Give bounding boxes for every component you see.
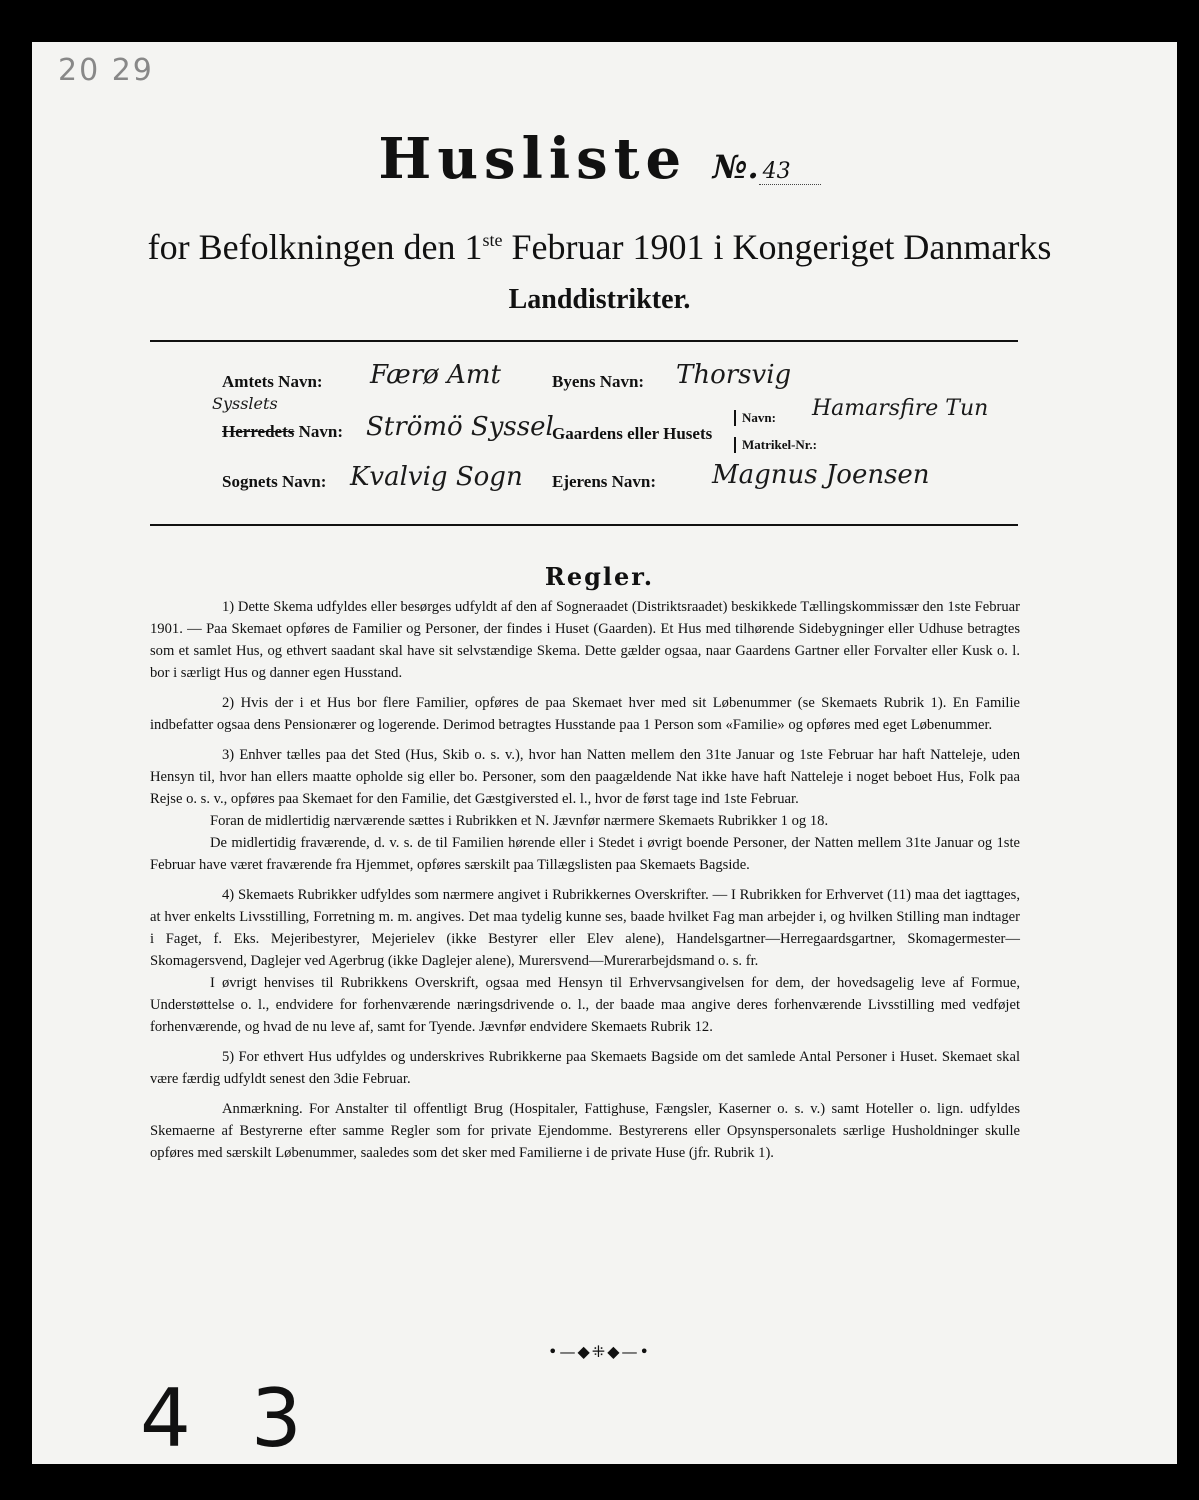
gaard-matrikel-label: Matrikel-Nr.: — [734, 437, 817, 453]
subtitle — [0, 226, 1199, 268]
byens-value: Thorsvig — [676, 360, 792, 390]
top-rule — [150, 340, 1018, 342]
ornament-divider: •—◆⁜◆—• — [548, 1342, 651, 1361]
gaard-navn-label: Navn: — [734, 410, 776, 426]
amt-value: Færø Amt — [370, 360, 501, 390]
rule-2: 2) Hvis der i et Hus bor flere Familier, opføres de paa Skemaet hver med sit Løbenummer (se Skemaets Rubrik 1). En Familie indbefatter ogsaa dens Pensionærer og logerende. Derimod betragtes Husstande paa 1 Person som «Familie» og opføres med eget Løbenummer. — [150, 695, 1020, 733]
rule-3-note-a: Foran de midlertidig nærværende sættes i Rubrikken et N. Jævnfør nærmere Skemaets Rubrikker 1 og 18. — [210, 813, 829, 829]
herred-navn: Navn: — [298, 422, 344, 441]
rule-4: 4) Skemaets Rubrikker udfyldes som nærmere angivet i Rubrikkernes Overskrifter. — I Rubrikken for Erhvervet (11) maa det iagttages, at hver enkelts Livsstilling, Forretning m. m. angives. Det maa tydelig kunne ses, baade hvilket Fag man arbejder i, og hvilken Stilling man indtager i Faget, f. Eks. Mejeribestyrer, Mejerielev (ikke Bestyrer eller Elev alene), Handelsgartner—Herregaardsgartner, Skomagermester—Skomagersvend, Daglejer ved Agerbrug (ikke Daglejer alene), Murersvend—Murerarbejdsmand o. s. fr. — [150, 887, 1020, 969]
herred-struck: Herredets — [222, 422, 295, 441]
rule-3: 3) Enhver tælles paa det Sted (Hus, Skib o. s. v.), hvor han Natten mellem den 31te Januar og 1ste Februar har haft Natteleje, uden Hensyn til, hvor han ellers maatte opholde sig eller bo. Personer, som den paagældende Nat ikke have haft Natteleje i noget beboet Hus, Folk paa Rejse o. s. v., opføres paa Skemaet for den Familie, det Gæstgiversted el. l., hvor de først tage ind 1ste Februar. — [150, 747, 1020, 807]
ejer-label: Ejerens Navn: — [552, 472, 657, 491]
rules-heading: Regler. — [544, 562, 655, 591]
gaard-navn-value: Hamarsfire Tun — [812, 396, 989, 421]
rules-body — [150, 596, 1020, 1172]
title-text: Husliste — [378, 126, 688, 192]
subtitle-pre: for Befolkningen den 1 — [147, 227, 483, 267]
rule-4-note: I øvrigt henvises til Rubrikkens Overskrift, ogsaa med Hensyn til Erhvervsangivelsen for dem, der hovedsagelig leve af Formue, Understøttelse o. l., endvidere for forhenværende næringsdrivende o. l., der baade maa angive deres forhenværende Livsstilling med vedføjet forhenværende, og hvad de nu leve af, samt for Tyende. Jævnfør endvidere Skemaets Rubrik 12. — [150, 975, 1020, 1035]
page-title — [0, 126, 1199, 192]
byens-label: Byens Navn: — [552, 372, 645, 391]
district-heading: Landdistrikter. — [508, 284, 691, 315]
herred-value: Strömö Syssel — [366, 412, 554, 442]
rule-5: 5) For ethvert Hus udfyldes og underskrives Rubrikkerne paa Skemaets Bagside om det samlede Antal Personer i Huset. Skemaet skal være færdig udfyldt senest den 3die Februar. — [150, 1049, 1020, 1087]
handwritten-page-number: 43 — [140, 1372, 362, 1465]
list-number-handwritten: 43 — [759, 159, 821, 185]
subtitle-sup: ste — [482, 230, 503, 250]
archive-stamp-number: 20 29 — [58, 53, 154, 88]
subtitle-post: Februar 1901 i Kongeriget Danmarks — [502, 227, 1052, 267]
sogn-value: Kvalvig Sogn — [350, 462, 523, 492]
annotation: Anmærkning. For Anstalter til offentligt Brug (Hospitaler, Fattighuse, Fængsler, Kaserner o. s. v.) samt Hoteller o. lign. udfyldes Skemaerne af Bestyrerne efter samme Regler som for private Ejendomme. Bestyrerens eller Opsynspersonalets særlige Husholdninger skulle opføres med særskilt Løbenummer, saaledes som det sker med Familierne i de private Huse (jfr. Rubrik 1). — [150, 1101, 1020, 1161]
herred-label — [222, 422, 343, 442]
bottom-rule — [150, 524, 1018, 526]
ejer-value: Magnus Joensen — [712, 460, 930, 490]
rule-3-note-b: De midlertidig fraværende, d. v. s. de til Familien hørende eller i Stedet i øvrigt boende Personer, der Natten mellem 31te Januar og 1ste Februar have været fraværende fra Hjemmet, opføres særskilt paa Tillægslisten paa Skemaets Bagside. — [150, 835, 1020, 873]
sogn-label: Sognets Navn: — [222, 472, 327, 491]
rule-1: 1) Dette Skema udfyldes eller besørges udfyldt af den af Sogneraadet (Distriktsraadet) beskikkede Tællingskommissær den 1ste Februar 1901. — Paa Skemaet opføres de Familier og Personer, der findes i Huset (Gaarden). Et Hus med tilhørende Sidebygninger eller Udhuse betragtes som et samlet Hus, og ethvert saadant skal have sit selvstændige Skema. Dette gælder ogsaa, naar Gaardens Gartner eller Forvalter eller Kusk o. l. bor i særligt Hus og danner egen Husstand. — [150, 599, 1020, 681]
amt-label: Amtets Navn: — [222, 372, 323, 391]
number-label: №. — [712, 148, 759, 186]
herred-correction: Sysslets — [212, 394, 278, 413]
gaard-label: Gaardens eller Husets — [552, 424, 713, 443]
